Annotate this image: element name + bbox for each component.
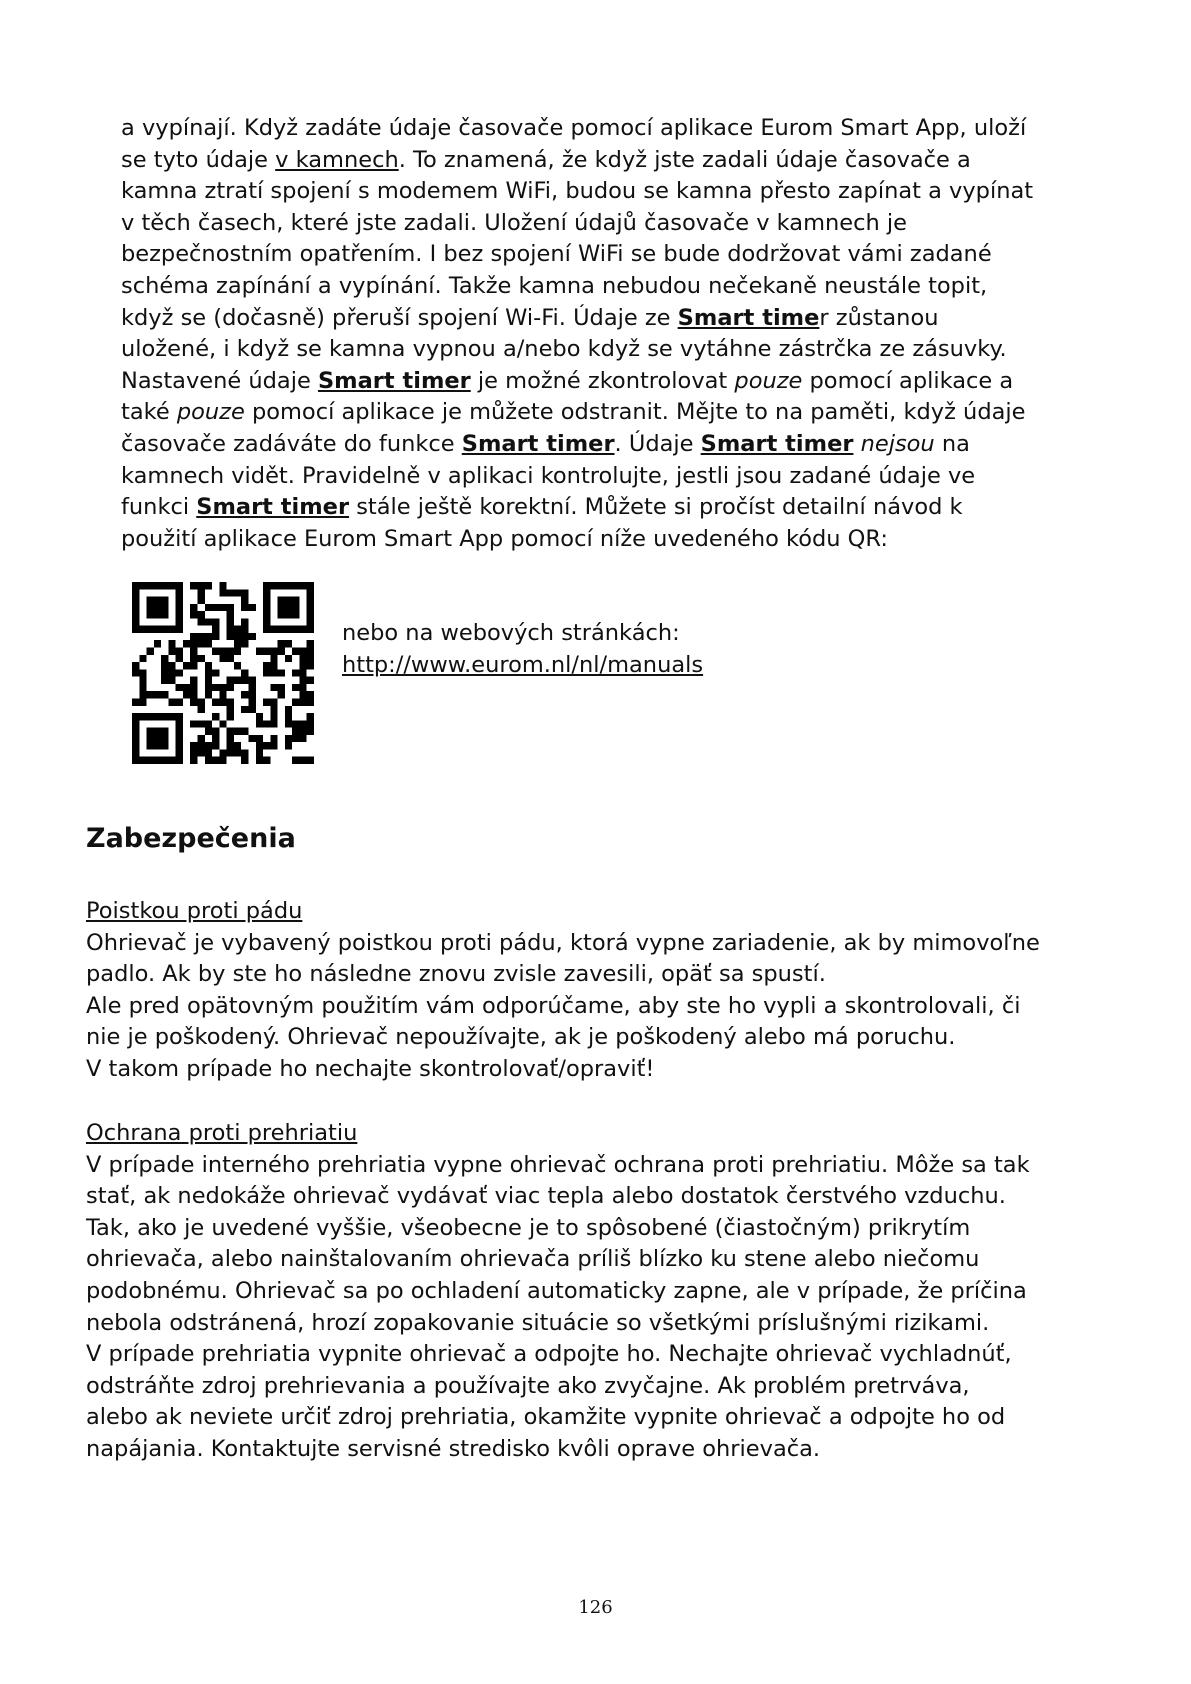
smart-timer-paragraph bbox=[121, 113, 1121, 555]
smart-timer-term: Smart timer bbox=[461, 430, 615, 457]
text-line: Tak, ako je uvedené vyššie, všeobecne je to spôsobené (čiastočným) prikrytím bbox=[86, 1214, 971, 1241]
text-line: bezpečnostním opatřením. I bez spojení WiFi se bude dodržovat vámi zadané bbox=[121, 241, 992, 268]
emphasis: pouze bbox=[734, 367, 803, 394]
smart-timer-term: Smart timer bbox=[700, 430, 854, 457]
smart-timer-term: Smart timer bbox=[317, 367, 471, 394]
smart-timer-term: Smart time bbox=[677, 304, 820, 331]
text-line: nebola odstránená, hrozí zopakovanie situácie so všetkými príslušnými rizikami. bbox=[86, 1309, 990, 1336]
emphasis: pouze bbox=[176, 399, 245, 426]
web-reference bbox=[342, 618, 703, 681]
qr-code-icon bbox=[132, 582, 314, 764]
text-line: časovače zadáváte do funkce Smart timer. Údaje Smart timer nejsou na bbox=[121, 430, 970, 457]
text-line: kamnech vidět. Pravidelně v aplikaci kontrolujte, jestli jsou zadané údaje ve bbox=[121, 462, 976, 489]
section-heading: Zabezpečenia bbox=[86, 823, 296, 854]
text-line: padlo. Ak by ste ho následne znovu zvisle zavesili, opäť sa spustí. bbox=[86, 961, 826, 988]
text-line: také pouze pomocí aplikace je můžete odstranit. Mějte to na paměti, když údaje bbox=[121, 399, 1026, 426]
subsection-title: Ochrana proti prehriatiu bbox=[86, 1120, 358, 1146]
text-line: V takom prípade ho nechajte skontrolovať/opraviť! bbox=[86, 1055, 655, 1082]
text-line: se tyto údaje v kamnech. To znamená, že když jste zadali údaje časovače a bbox=[121, 146, 971, 173]
manuals-link[interactable]: http://www.eurom.nl/nl/manuals bbox=[342, 651, 704, 678]
text-line: podobnému. Ohrievač sa po ochladení automaticky zapne, ale v prípade, že príčina bbox=[86, 1277, 1027, 1304]
text-line: Ohrievač je vybavený poistkou proti pádu, ktorá vypne zariadenie, ak by mimovoľne bbox=[86, 929, 1040, 956]
text-line: použití aplikace Eurom Smart App pomocí níže uvedeného kódu QR: bbox=[121, 525, 888, 552]
text-line: uložené, i když se kamna vypnou a/nebo když se vytáhne zástrčka ze zásuvky. bbox=[121, 336, 1007, 363]
subsection-title: Poistkou proti pádu bbox=[86, 898, 303, 924]
text-line: a vypínají. Když zadáte údaje časovače pomocí aplikace Eurom Smart App, uloží bbox=[121, 115, 1027, 141]
text-line: odstráňte zdroj prehrievania a používajte ako zvyčajne. Ak problém pretrváva, bbox=[86, 1372, 970, 1399]
emphasis: nejsou bbox=[860, 430, 935, 457]
text-line: V prípade interného prehriatia vypne ohrievač ochrana proti prehriatiu. Môže sa tak bbox=[86, 1151, 1030, 1178]
underlined-term: v kamnech bbox=[275, 146, 399, 173]
text-line: alebo ak neviete určiť zdroj prehriatia, okamžite vypnite ohrievač a odpojte ho od bbox=[86, 1404, 1006, 1431]
text-line: kamna ztratí spojení s modemem WiFi, budou se kamna přesto zapínat a vypínat bbox=[121, 178, 1034, 205]
text-line: Nastavené údaje Smart timer je možné zkontrolovat pouze pomocí aplikace a bbox=[121, 367, 1014, 394]
text-line: Ale pred opätovným použitím vám odporúčame, aby ste ho vypli a skontrolovali, či bbox=[86, 992, 1021, 1019]
text-line: nie je poškodený. Ohrievač nepoužívajte, ak je poškodený alebo má poruchu. bbox=[86, 1024, 956, 1051]
overheat-protection-section bbox=[86, 1118, 1146, 1466]
smart-timer-term: Smart timer bbox=[196, 494, 350, 521]
text-line: V prípade prehriatia vypnite ohrievač a odpojte ho. Nechajte ohrievač vychladnúť, bbox=[86, 1341, 1012, 1368]
text-line: v těch časech, které jste zadali. Uložení údajů časovače v kamnech je bbox=[121, 209, 907, 236]
page-number: 126 bbox=[578, 1597, 613, 1618]
web-label: nebo na webových stránkách: bbox=[342, 620, 680, 646]
text-line: když se (dočasně) přeruší spojení Wi-Fi. Údaje ze Smart timer zůstanou bbox=[121, 304, 939, 331]
text-line: ohrievača, alebo nainštalovaním ohrievača príliš blízko ku stene alebo niečomu bbox=[86, 1246, 980, 1273]
text-line: funkci Smart timer stále ještě korektní. Můžete si pročíst detailní návod k bbox=[121, 494, 963, 521]
text-line: stať, ak nedokáže ohrievač vydávať viac tepla alebo dostatok čerstvého vzduchu. bbox=[86, 1183, 1006, 1210]
text-line: schéma zapínání a vypínání. Takže kamna nebudou nečekaně neustále topit, bbox=[121, 272, 988, 299]
text-line: napájania. Kontaktujte servisné stredisko kvôli oprave ohrievača. bbox=[86, 1435, 821, 1462]
fall-protection-section bbox=[86, 896, 1146, 1086]
